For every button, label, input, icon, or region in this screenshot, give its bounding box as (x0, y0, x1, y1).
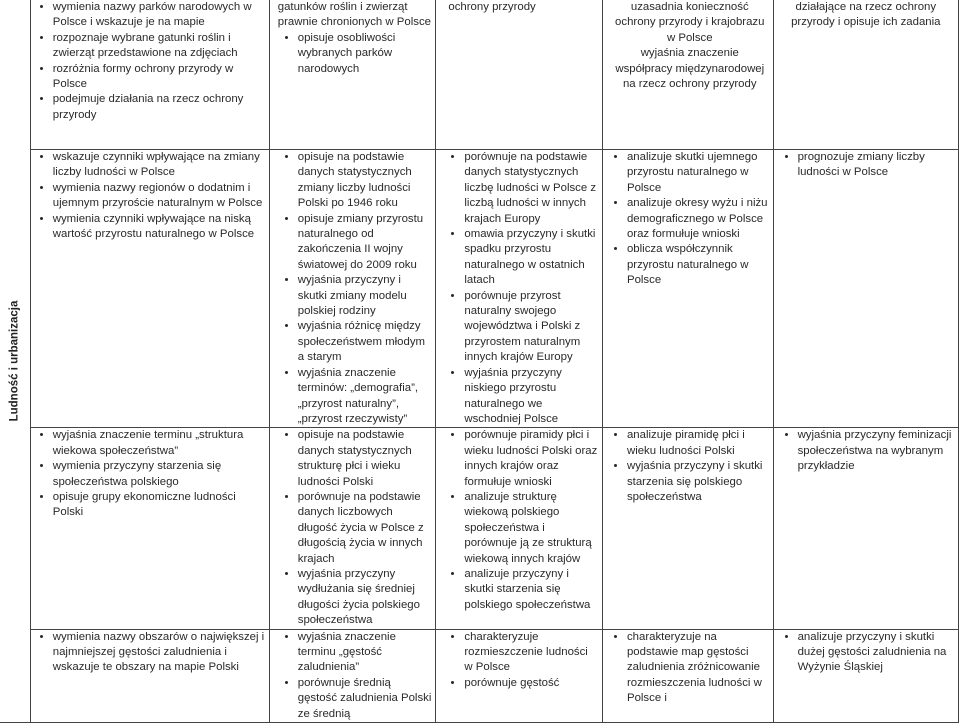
list-item: • wymienia nazwy parków narodowych w Polsce i wskazuje je na mapie (53, 0, 265, 31)
list-item: • omawia przyczyny i skutki spadku przyrostu naturalnego w ostatnich latach (464, 227, 598, 289)
list-item: • porównuje na podstawie danych liczbowych długość życia w Polsce z długością życia w innych krajach (298, 490, 432, 567)
list-item: • analizuje piramidę płci i wieku ludności Polski (627, 428, 769, 459)
list-item: • porównuje piramidy płci i wieku ludności Polski oraz innych krajów oraz formułuje wnioski (464, 428, 598, 490)
list-item: • rozróżnia formy ochrony przyrody w Polsce (53, 62, 265, 93)
list-item: • wymienia nazwy obszarów o największej i najmniejszej gęstości zaludnienia i wskazuje te obszary na mapie Polski (53, 630, 265, 676)
list-item: • porównuje gęstość (464, 676, 598, 691)
list-item: • analizuje przyczyny i skutki starzenia się polskiego społeczeństwa (464, 567, 598, 613)
list-item: • wyjaśnia przyczyny feminizacji społeczeństwa na wybranym przykładzie (798, 428, 954, 474)
list-item: • rozpoznaje wybrane gatunki roślin i zwierząt przedstawione na zdjęciach (53, 31, 265, 62)
list-item: • podejmuje działania na rzecz ochrony przyrody (53, 92, 265, 123)
list-item: • porównuje na podstawie danych statystycznych liczbę ludności w Polsce z liczbą ludności w innych krajach Europy (464, 150, 598, 227)
list-item: • wyjaśnia znaczenie terminu „gęstość zaludnienia” (298, 630, 432, 676)
cell-grade-5 (602, 150, 773, 428)
list-item: • charakteryzuje rozmieszczenie ludności w Polsce (464, 630, 598, 676)
list-item: • prognozuje zmiany liczby ludności w Polsce (798, 150, 954, 181)
list-item: • opisuje osobliwości wybranych parków narodowych (298, 31, 432, 77)
cell-grade-4 (436, 0, 603, 150)
cell-grade-5 (602, 428, 773, 629)
cell-grade-3 (269, 0, 436, 150)
list-item: • porównuje przyrost naturalny swojego województwa i Polski z przyrostem naturalnym innych krajów Europy (464, 289, 598, 366)
cell-grade-4 (436, 629, 603, 722)
list-item: • opisuje na podstawie danych statystycznych zmiany liczby ludności Polski po 1946 roku (298, 150, 432, 212)
list-item: • wymienia czynniki wpływające na niską wartość przyrostu naturalnego w Polsce (53, 212, 265, 243)
cell-grade-6 (773, 428, 958, 629)
list-item: • wyjaśnia różnicę między społeczeństwem młodym a starym (298, 319, 432, 365)
table-row (0, 629, 959, 722)
cell-grade-3 (269, 150, 436, 428)
table-row (0, 150, 959, 428)
list-item: • analizuje strukturę wiekową polskiego społeczeństwa i porównuje ją ze strukturą wiekową innych krajów (464, 490, 598, 567)
list-item: • wyjaśnia przyczyny wydłużania się średniej długości życia polskiego społeczeństwa (298, 567, 432, 629)
list-item: • charakteryzuje na podstawie map gęstości zaludnienia zróżnicowanie rozmieszczenia ludności w Polsce i (627, 630, 769, 707)
list-item: • wyjaśnia przyczyny i skutki starzenia się polskiego społeczeństwa (627, 459, 769, 505)
list-item: • analizuje skutki ujemnego przyrostu naturalnego w Polsce (627, 150, 769, 196)
cell-grade-3 (269, 629, 436, 722)
cell-grade-6 (773, 150, 958, 428)
section-label: Ludność i urbanizacja (8, 300, 21, 422)
list-item: • wskazuje czynniki wpływające na zmiany liczby ludności w Polsce (53, 150, 265, 181)
list-item: • opisuje na podstawie danych statystycznych strukturę płci i wieku ludności Polski (298, 428, 432, 490)
cell-grade-6 (773, 0, 958, 150)
list-item: • opisuje zmiany przyrostu naturalnego od zakończenia II wojny światowej do 2009 roku (298, 212, 432, 274)
cell-grade-5 (602, 0, 773, 150)
list-item: • wyjaśnia znaczenie terminu „struktura wiekowa społeczeństwa” (53, 428, 265, 459)
list-item: • analizuje okresy wyżu i niżu demograficznego w Polsce oraz formułuje wnioski (627, 196, 769, 242)
list-item: • oblicza współczynnik przyrostu naturalnego w Polsce (627, 242, 769, 288)
list-item: • wymienia przyczyny starzenia się społeczeństwa polskiego (53, 459, 265, 490)
list-item: • porównuje średnią gęstość zaludnienia Polski ze średnią (298, 676, 432, 722)
cell-grade-3 (269, 428, 436, 629)
table-row (0, 428, 959, 629)
continued-text: gatunków roślin i zwierząt prawnie chronionych w Polsce (277, 1, 431, 29)
continued-text: ochrony przyrody (448, 1, 536, 13)
list-item: • wyjaśnia przyczyny niskiego przyrostu naturalnego we wschodniej Polsce (464, 366, 598, 428)
table-row (0, 0, 959, 150)
continued-text: działające na rzecz ochrony przyrody i opisuje ich zadania (791, 1, 941, 29)
list-item: • wyjaśnia znaczenie terminów: „demografia”, „przyrost naturalny”, „przyrost rzeczywisty” (298, 366, 432, 428)
cell-grade-6 (773, 629, 958, 722)
continued-text: wyjaśnia znaczenie współpracy międzynarodowej na rzecz ochrony przyrody (615, 47, 765, 91)
list-item: • opisuje grupy ekonomiczne ludności Polski (53, 490, 265, 521)
cell-grade-4 (436, 428, 603, 629)
cell-grade-2 (30, 428, 269, 629)
list-item: • wymienia nazwy regionów o dodatnim i ujemnym przyroście naturalnym w Polsce (53, 181, 265, 212)
cell-grade-5 (602, 629, 773, 722)
list-item: • wyjaśnia przyczyny i skutki zmiany modelu polskiej rodziny (298, 273, 432, 319)
continued-text: uzasadnia konieczność ochrony przyrody i krajobrazu w Polsce (615, 1, 765, 44)
list-item: • analizuje przyczyny i skutki dużej gęstości zaludnienia na Wyżynie Śląskiej (798, 630, 954, 676)
cell-grade-4 (436, 150, 603, 428)
section-label-cell (0, 0, 30, 723)
cell-grade-2 (30, 0, 269, 150)
cell-grade-2 (30, 629, 269, 722)
cell-grade-2 (30, 150, 269, 428)
